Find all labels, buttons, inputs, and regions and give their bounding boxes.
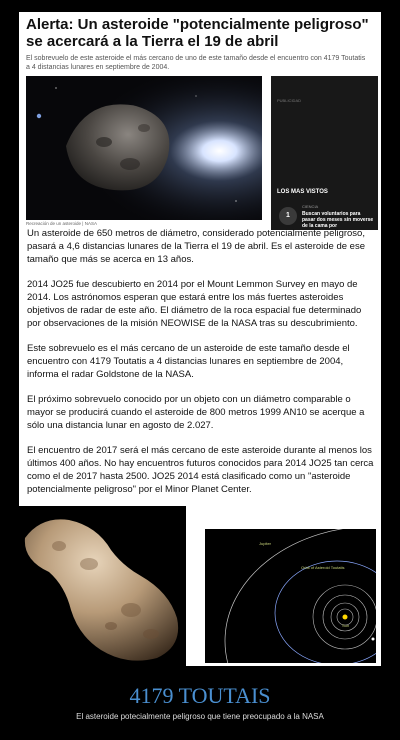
paragraph-5: El encuentro de 2017 será el más cercano de este asteroide durante al menos los últimos 400 años. No hay encuentros futuros conocidos para 2014 JO25 tan cerca como el de 2017 hasta 2500. JO25 2014 está clasificado como un "asteroide potencialmente peligroso" por el Minor Planet Center. xyxy=(27,445,374,495)
article-headline: Alerta: Un asteroide "potencialmente peligroso" se acercará a la Tierra el 19 de abril xyxy=(26,16,369,50)
sidebar-top-label: PUBLICIDAD xyxy=(277,98,302,103)
jupiter-label: Jupiter xyxy=(259,541,272,546)
toutatis-photo xyxy=(19,506,186,666)
toutatis-orbit-label: Orbit of Asteroid Toutatis xyxy=(301,565,345,570)
sidebar-heading: LOS MAS VISTOS xyxy=(277,189,328,195)
article-deck: El sobrevuelo de este asteroide el más cercano de uno de este tamaño desde el encuentro con 4179 Toutatis a 4 distancias lunares en septiembre de 2004. xyxy=(26,55,366,71)
sidebar-item-link[interactable]: Buscan voluntarios para pasar dos meses sin moverse de la cama por xyxy=(302,211,374,229)
paragraph-1: Un asteroide de 650 metros de diámetro, considerado potencialmente peligroso, pasará a 4,6 distancias lunares de la Tierra el 19 de abril. Es el asteroide de ese tamaño que más se acerca en 13 años. xyxy=(27,228,365,265)
orbit-diagram xyxy=(205,529,376,663)
poster-subtitle: El asteroide potecialmente peligroso que tiene preocupado a la NASA xyxy=(76,712,324,721)
paragraph-3: Este sobrevuelo es el más cercano de un asteroide de este tamaño desde el encuentro con 4179 Toutatis a 4 distancias lunares en septiembre de 2004, informa el radar Goldstone de la NASA. xyxy=(27,343,350,380)
poster-title: 4179 TOUTAIS xyxy=(129,683,271,708)
most-viewed-sidebar xyxy=(271,76,378,230)
asteroid-hero-image xyxy=(26,76,262,220)
article-card xyxy=(19,12,381,666)
rank-badge: 1 xyxy=(279,207,297,225)
sun-label: Sun xyxy=(342,623,350,628)
sidebar-item-category: CIENCIA xyxy=(302,204,319,209)
paragraph-4: El próximo sobrevuelo conocido por un objeto con un diámetro comparable o mayor se producirá cuando el asteroide de 800 metros 1999 AN10 se acerque a sólo una distancia lunar en agosto de 2.027. xyxy=(27,394,365,431)
image-caption: Recreación de un asteroide | NASA xyxy=(26,221,97,226)
article-body xyxy=(27,227,375,508)
paragraph-2: 2014 JO25 fue descubierto en 2014 por el Mount Lemmon Survey en mayo de 2014. Los astrónomos esperan que estará entre los más fuertes asteroides objetivos de radar de este año. El diámetro de la roca espacial fue determinado por observaciones de la misión NEOWISE de la NASA tras su descubrimiento. xyxy=(27,279,362,329)
